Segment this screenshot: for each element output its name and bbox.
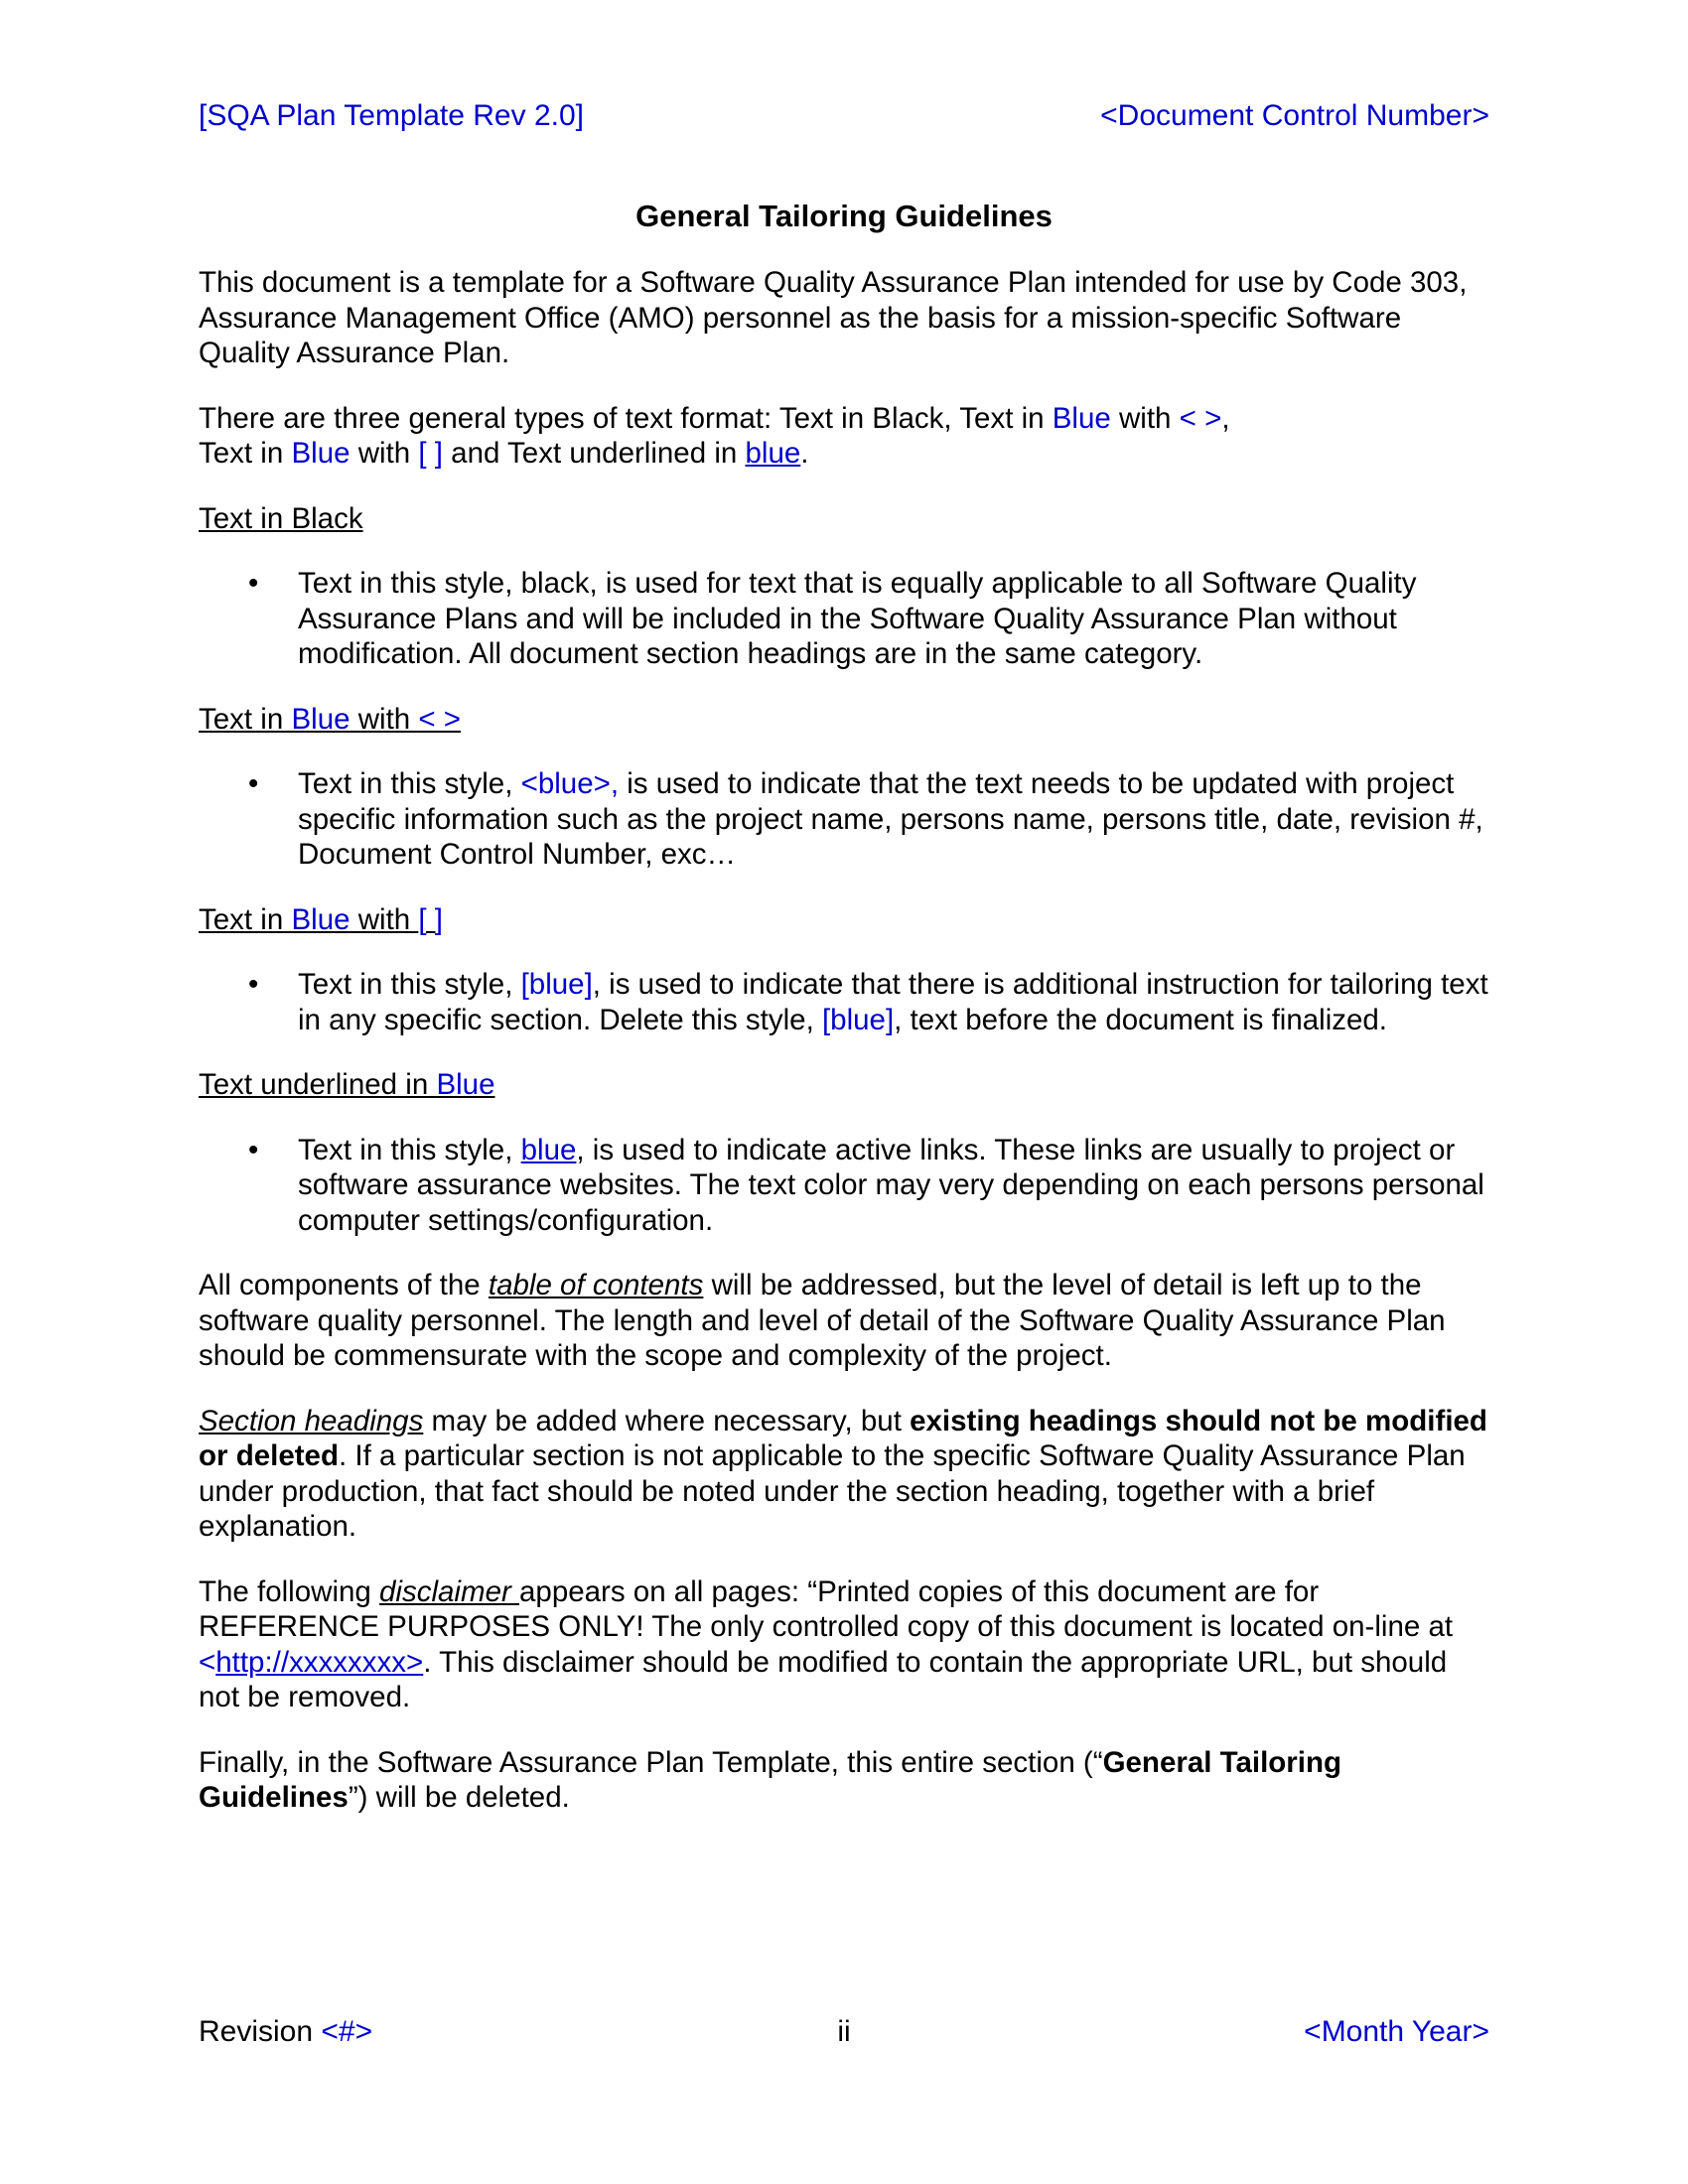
bullet-icon: • (248, 1133, 259, 1166)
page-number: ii (837, 2015, 851, 2048)
bullet-icon: • (248, 767, 259, 800)
bold-text: General Tailoring Guidelines (199, 1745, 1342, 1814)
text-run: . This disclaimer should be modified to contain the appropriate URL, but should not be removed. (199, 1645, 1448, 1713)
text-run: , text before the document is finalized. (894, 1003, 1388, 1036)
section-headings-paragraph (199, 1404, 1489, 1545)
section-heading-underlined-blue (199, 1067, 1489, 1103)
blue-text: < > (1179, 401, 1222, 435)
text-run: with (350, 902, 419, 936)
text-run: , is used to indicate active links. These links are usually to project or software assurance websites. The text color may very depending on each persons personal computer settings/configuration. (298, 1133, 1484, 1237)
page-footer (199, 2015, 1489, 2055)
blue-text: <blue>, (520, 767, 620, 800)
text-run: Text in (199, 437, 292, 470)
text-run: is used to indicate that the text needs to be updated with project specific information such as the project name, persons name, persons title, date, revision #, Document Control Number, exc… (298, 767, 1483, 871)
bullet-icon: • (248, 968, 259, 1001)
text-run: Text in this style, (298, 1133, 521, 1166)
text-run: appears on all pages: “Printed copies of this document are for REFERENCE PURPOSES ONLY! The only controlled copy of this document is located on-line at (199, 1574, 1454, 1643)
blue-text: Blue (291, 902, 351, 936)
template-revision: [SQA Plan Template Rev 2.0] (199, 99, 584, 132)
toc-paragraph (199, 1268, 1489, 1374)
text-run: All components of the (199, 1269, 489, 1301)
blue-text: Blue (291, 437, 351, 470)
document-control-number: <Document Control Number> (1100, 99, 1489, 132)
bold-text: existing headings should not be modified or deleted (199, 1404, 1487, 1472)
list-item (199, 766, 1489, 873)
text-run: with (350, 437, 419, 470)
text-run: may be added where necessary, but (423, 1404, 911, 1437)
text-run: . If a particular section is not applicable to the specific Software Quality Assurance Plan under production, that fact should be noted under the section heading, together with a brief explanation. (199, 1439, 1466, 1543)
text-run: There are three general types of text format: Text in Black, Text in (199, 401, 1053, 435)
text-run: Text underlined in (199, 1068, 437, 1101)
section-heading-blue-angle (199, 702, 1489, 738)
blue-text: Blue (291, 702, 351, 736)
blue-text: Blue (436, 1068, 495, 1101)
text-run: Text in this style, (298, 767, 521, 800)
text-run: , (1221, 401, 1230, 435)
text-run: ”) will be deleted. (348, 1781, 570, 1814)
text-run: . (800, 437, 809, 470)
emphasis-text: Section headings (199, 1404, 424, 1437)
bullet-list (199, 1133, 1489, 1239)
final-paragraph (199, 1745, 1489, 1816)
disclaimer-url-link[interactable]: http://xxxxxxxx> (215, 1645, 424, 1679)
section-heading-blue-bracket (199, 902, 1489, 938)
bullet-text: Text in this style, black, is used for text that is equally applicable to all Software Quality Assurance Plans and will be included in the Software Quality Assurance Plan without modification. All document section headings are in the same category. (298, 567, 1417, 670)
text-run: Text in this style, (298, 968, 521, 1001)
blue-text: Blue (1052, 401, 1111, 435)
blue-link-example[interactable]: blue (745, 437, 801, 470)
disclaimer-paragraph (199, 1574, 1489, 1715)
text-run: Text in (199, 702, 292, 736)
text-run: The following (199, 1574, 380, 1608)
text-run: and Text underlined in (442, 437, 746, 470)
blue-link-example[interactable]: blue (520, 1133, 577, 1166)
bullet-icon: • (248, 567, 259, 600)
text-run: Finally, in the Software Assurance Plan Template, this entire section (“ (199, 1745, 1103, 1779)
document-body (199, 265, 1489, 1845)
text-run: will be addressed, but the level of detail is left up to the software quality personnel. The length and level of detail of the Software Quality Assurance Plan should be commensurate with the scope and complexity of the project. (199, 1269, 1446, 1372)
blue-text: [blue] (520, 968, 593, 1001)
text-run: Text in (199, 902, 292, 936)
blue-text: [blue] (821, 1003, 895, 1036)
revision-number: <#> (321, 2015, 373, 2048)
text-run: with (350, 702, 419, 736)
blue-text: < (199, 1645, 216, 1679)
text-run: , is used to indicate that there is additional instruction for tailoring text in any specific section. Delete this style, (298, 968, 1488, 1036)
list-item (199, 566, 1489, 672)
page-header (199, 99, 1489, 139)
month-year: <Month Year> (1304, 2015, 1489, 2048)
emphasis-text: disclaimer (379, 1574, 519, 1608)
blue-text: [ ] (418, 902, 443, 936)
intro-paragraph: This document is a template for a Software Quality Assurance Plan intended for use by Code 303, Assurance Management Office (AMO) personnel as the basis for a mission-specific Software Quality Assurance Plan. (199, 266, 1468, 369)
bullet-list (199, 967, 1489, 1037)
format-types-paragraph (199, 401, 1489, 472)
bullet-list (199, 766, 1489, 873)
blue-text: [ ] (418, 437, 443, 470)
bullet-list (199, 566, 1489, 672)
text-run: with (1110, 401, 1180, 435)
text-run: Revision (199, 2015, 322, 2048)
emphasis-text: table of contents (488, 1269, 704, 1301)
page-title: General Tailoring Guidelines (635, 199, 1053, 233)
list-item (199, 1133, 1489, 1239)
blue-text: < > (418, 702, 462, 736)
section-heading-black: Text in Black (199, 501, 363, 535)
list-item (199, 967, 1489, 1037)
